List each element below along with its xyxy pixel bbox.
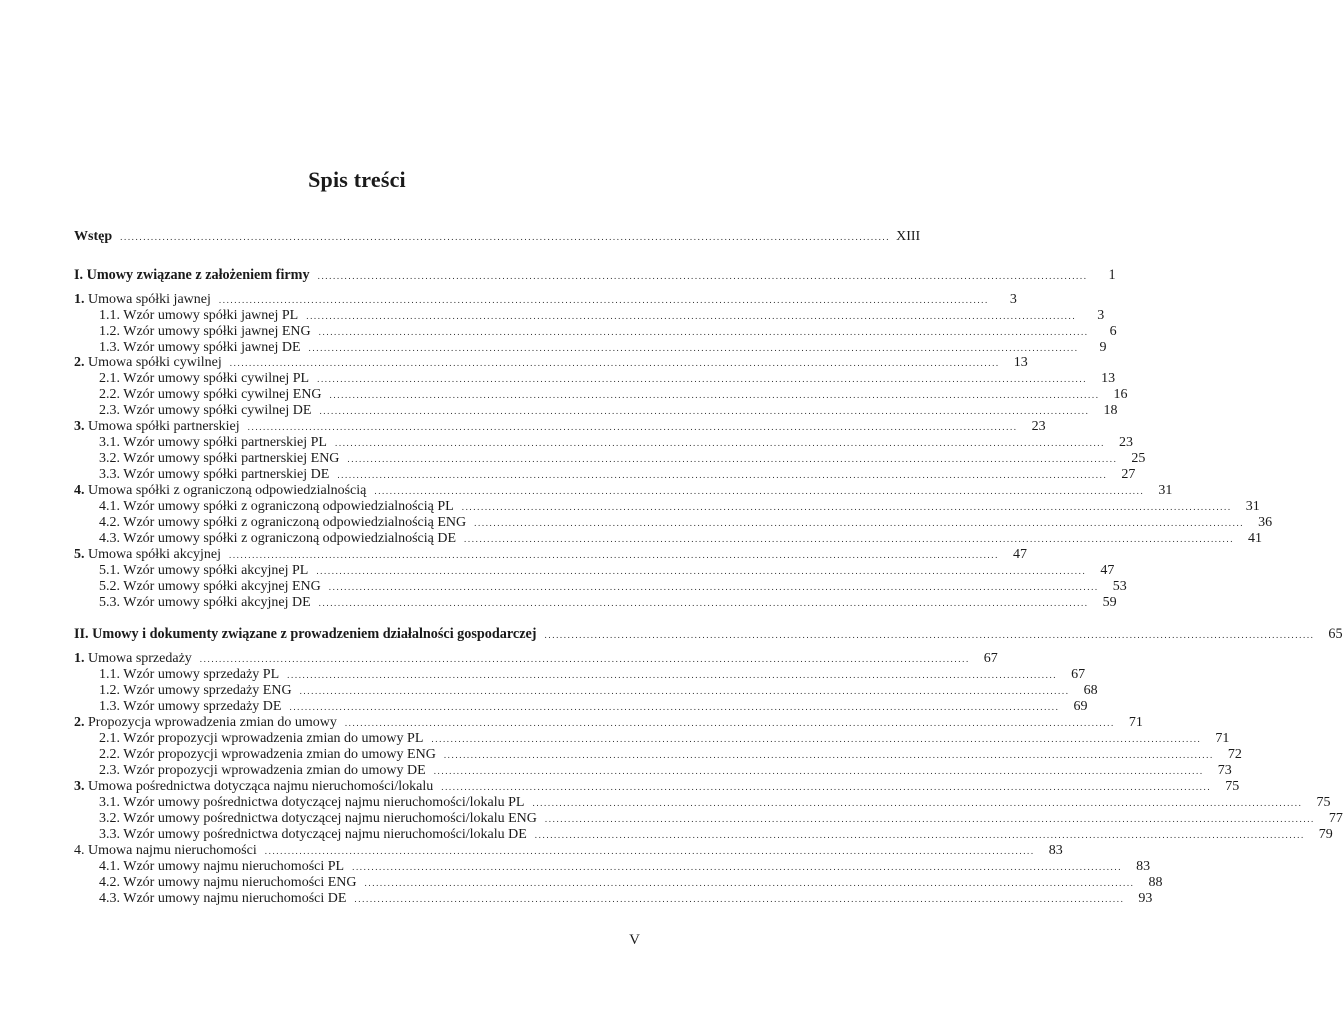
toc-entry	[74, 842, 1063, 859]
toc-page-number: 65	[1328, 626, 1343, 642]
toc-entry	[74, 370, 1116, 387]
toc-entry-label: Wstęp	[74, 229, 113, 244]
toc-entry	[74, 418, 1046, 435]
dot-leader: ........................................................................................................................................................................................................	[464, 534, 1235, 544]
toc-page-number: 71	[1128, 715, 1143, 730]
toc-page-number: 53	[1112, 579, 1127, 594]
toc-entry	[74, 890, 1153, 907]
dot-leader: ........................................................................................................................................................................................................	[344, 718, 1115, 728]
dot-leader: ........................................................................................................................................................................................................	[199, 654, 970, 664]
toc-entry-label: 1.3. Wzór umowy spółki jawnej DE	[99, 340, 301, 355]
chapter-number: 5.	[74, 547, 85, 562]
toc-page-number: 72	[1227, 747, 1242, 762]
chapter-title: Umowa pośrednictwa dotycząca najmu nieruchomości/lokalu	[88, 779, 434, 794]
toc-entry-label: 3.1. Wzór umowy pośrednictwa dotyczącej najmu nieruchomości/lokalu PL	[99, 795, 525, 810]
toc-page-number: 88	[1148, 875, 1163, 890]
toc-entry	[74, 762, 1232, 779]
toc-entry	[74, 530, 1263, 547]
toc-page-number: 23	[1031, 419, 1046, 434]
toc-entry-label: 4.1. Wzór umowy najmu nieruchomości PL	[99, 859, 345, 874]
toc-entry-label	[74, 650, 192, 667]
toc-entry	[74, 858, 1151, 875]
chapter-title: Umowa spółki partnerskiej	[88, 419, 240, 434]
dot-leader: ........................................................................................................................................................................................................	[544, 814, 1315, 824]
chapter-number: 3.	[74, 779, 85, 794]
toc-entry-label: 1.2. Wzór umowy spółki jawnej ENG	[99, 324, 311, 339]
dot-leader: ........................................................................................................................................................................................................	[120, 232, 891, 242]
page-title: Spis treści	[308, 167, 406, 192]
toc-entry-label: 3.3. Wzór umowy spółki partnerskiej DE	[99, 467, 330, 482]
toc-entry-label: 4.1. Wzór umowy spółki z ograniczoną odpowiedzialnością PL	[99, 499, 454, 514]
toc-entry	[74, 498, 1260, 515]
toc-page-number: 23	[1119, 435, 1133, 450]
toc-entry	[74, 482, 1173, 499]
dot-leader: ........................................................................................................................................................................................................	[299, 686, 1070, 696]
dot-leader: ........................................................................................................................................................................................................	[329, 390, 1100, 400]
toc-entry-label: 2.2. Wzór umowy spółki cywilnej ENG	[99, 387, 322, 402]
toc-entry	[74, 578, 1127, 595]
dot-leader: ........................................................................................................................................................................................................	[532, 798, 1303, 808]
toc-page-number: 69	[1073, 699, 1088, 714]
dot-leader: ........................................................................................................................................................................................................	[433, 766, 1204, 776]
toc-entry	[74, 228, 921, 245]
toc-entry	[74, 450, 1146, 467]
chapter-title: Umowa najmu nieruchomości	[88, 843, 257, 858]
toc-entry	[74, 794, 1331, 811]
toc-entry-label: 2.3. Wzór umowy spółki cywilnej DE	[99, 403, 312, 418]
dot-leader: ........................................................................................................................................................................................................	[461, 502, 1232, 512]
dot-leader: ........................................................................................................................................................................................................	[228, 550, 999, 560]
toc-entry-label	[74, 418, 240, 435]
toc-entry-label: 4.2. Wzór umowy spółki z ograniczoną odpowiedzialnością ENG	[99, 515, 467, 530]
toc-entry-label: 2.2. Wzór propozycji wprowadzenia zmian do umowy ENG	[99, 747, 436, 762]
dot-leader: ........................................................................................................................................................................................................	[317, 374, 1088, 384]
dot-leader: ........................................................................................................................................................................................................	[431, 734, 1202, 744]
dot-leader: ........................................................................................................................................................................................................	[306, 311, 1077, 321]
toc-entry	[74, 434, 1133, 451]
toc-entry-label	[74, 546, 221, 563]
toc-entry	[74, 826, 1333, 843]
toc-page-number: 83	[1136, 859, 1151, 874]
toc-page-number: 47	[1012, 547, 1027, 562]
toc-entry	[74, 514, 1273, 531]
dot-leader: ........................................................................................................................................................................................................	[474, 518, 1245, 528]
dot-leader: ........................................................................................................................................................................................................	[287, 670, 1058, 680]
dot-leader: ........................................................................................................................................................................................................	[337, 470, 1108, 480]
toc-page-number: 3	[1097, 308, 1105, 323]
toc-entry-label: 4.2. Wzór umowy najmu nieruchomości ENG	[99, 875, 357, 890]
chapter-number: 2.	[74, 715, 85, 730]
dot-leader: ........................................................................................................................................................................................................	[218, 295, 989, 305]
toc-entry-label	[74, 291, 211, 308]
toc-entry	[74, 698, 1088, 715]
toc-entry-label: 3.3. Wzór umowy pośrednictwa dotyczącej najmu nieruchomości/lokalu DE	[99, 827, 527, 842]
toc-page-number: 67	[983, 651, 998, 666]
toc-entry	[74, 354, 1028, 371]
toc-entry	[74, 291, 1017, 308]
dot-leader: ........................................................................................................................................................................................................	[374, 486, 1145, 496]
toc-page-number: 13	[1101, 371, 1116, 386]
chapter-title: Umowa spółki z ograniczoną odpowiedzialnością	[88, 483, 367, 498]
dot-leader: ........................................................................................................................................................................................................	[247, 422, 1018, 432]
toc-entry	[74, 874, 1163, 891]
dot-leader: ........................................................................................................................................................................................................	[229, 358, 1000, 368]
toc-entry-label: II. Umowy i dokumenty związane z prowadzeniem działalności gospodarczej	[74, 626, 537, 642]
toc-entry	[74, 714, 1143, 731]
dot-leader: ........................................................................................................................................................................................................	[443, 750, 1214, 760]
toc-entry-label: 5.3. Wzór umowy spółki akcyjnej DE	[99, 595, 311, 610]
dot-leader: ........................................................................................................................................................................................................	[354, 894, 1125, 904]
toc-entry	[74, 402, 1118, 419]
toc-entry-label: I. Umowy związane z założeniem firmy	[74, 267, 310, 283]
toc-page-number: 25	[1131, 451, 1146, 466]
toc-entry	[74, 730, 1230, 747]
toc-entry-label: 4.3. Wzór umowy najmu nieruchomości DE	[99, 891, 347, 906]
toc-entry	[74, 307, 1105, 324]
toc-page-number: 3	[1009, 292, 1017, 307]
chapter-title: Umowa spółki jawnej	[88, 292, 211, 307]
toc-page-number: 77	[1328, 811, 1343, 826]
toc-page-number: 1	[1108, 267, 1116, 283]
toc-entry	[74, 778, 1240, 795]
toc-entry-label: 1.1. Wzór umowy spółki jawnej PL	[99, 308, 299, 323]
toc-entry	[74, 650, 998, 667]
toc-entry-label: 3.2. Wzór umowy spółki partnerskiej ENG	[99, 451, 340, 466]
toc-entry-label	[74, 482, 366, 499]
dot-leader: ........................................................................................................................................................................................................	[264, 846, 1035, 856]
toc-page-number: 71	[1215, 731, 1230, 746]
toc-entry	[74, 546, 1027, 563]
toc-entry-label: 5.1. Wzór umowy spółki akcyjnej PL	[99, 563, 309, 578]
toc-page-number: 83	[1048, 843, 1063, 858]
toc-page-number: 41	[1248, 531, 1263, 546]
toc-entry-label: 1.3. Wzór umowy sprzedaży DE	[99, 699, 282, 714]
dot-leader: ........................................................................................................................................................................................................	[319, 406, 1090, 416]
toc-page-number: 16	[1113, 387, 1128, 402]
toc-entry	[74, 682, 1098, 699]
toc-entry	[74, 626, 1343, 643]
toc-entry	[74, 562, 1115, 579]
toc-page-number: 75	[1316, 795, 1331, 810]
toc-page-number: 31	[1158, 483, 1173, 498]
toc-entry	[74, 386, 1128, 403]
toc-page-number: 6	[1109, 324, 1117, 339]
toc-entry	[74, 466, 1136, 483]
dot-leader: ........................................................................................................................................................................................................	[335, 438, 1105, 448]
toc-entry-label	[74, 778, 433, 795]
page-number: V	[629, 932, 640, 948]
toc-entry-label: 3.1. Wzór umowy spółki partnerskiej PL	[99, 435, 327, 450]
toc-page-number: 31	[1245, 499, 1260, 514]
toc-entry-label: 1.2. Wzór umowy sprzedaży ENG	[99, 683, 292, 698]
toc-page-number: XIII	[896, 229, 921, 244]
chapter-title: Umowa sprzedaży	[88, 651, 192, 666]
toc-page-number: 68	[1083, 683, 1098, 698]
toc-entry-label: 3.2. Wzór umowy pośrednictwa dotyczącej najmu nieruchomości/lokalu ENG	[99, 811, 537, 826]
toc-entry	[74, 666, 1086, 683]
toc-entry	[74, 267, 1116, 284]
toc-entry-label: 5.2. Wzór umowy spółki akcyjnej ENG	[99, 579, 321, 594]
toc-entry-label: 4.3. Wzór umowy spółki z ograniczoną odpowiedzialnością DE	[99, 531, 457, 546]
dot-leader: ........................................................................................................................................................................................................	[441, 782, 1212, 792]
toc-page-number: 73	[1217, 763, 1232, 778]
toc-page-number: 13	[1013, 355, 1028, 370]
toc-page-number: 59	[1102, 595, 1117, 610]
toc-entry	[74, 594, 1117, 611]
toc-entry-label	[74, 714, 337, 731]
dot-leader: ........................................................................................................................................................................................................	[308, 343, 1079, 353]
toc-page-number: 36	[1258, 515, 1273, 530]
dot-leader: ........................................................................................................................................................................................................	[317, 271, 1088, 281]
chapter-title: Umowa spółki akcyjnej	[88, 547, 221, 562]
toc-entry-label: 2.1. Wzór propozycji wprowadzenia zmian do umowy PL	[99, 731, 424, 746]
chapter-number: 1.	[74, 651, 85, 666]
dot-leader: ........................................................................................................................................................................................................	[352, 862, 1123, 872]
toc-entry-label: 2.3. Wzór propozycji wprowadzenia zmian do umowy DE	[99, 763, 426, 778]
toc-page-number: 18	[1103, 403, 1118, 418]
toc-entry-label	[74, 354, 222, 371]
chapter-title: Propozycja wprowadzenia zmian do umowy	[88, 715, 337, 730]
dot-leader: ........................................................................................................................................................................................................	[318, 598, 1089, 608]
toc-entry	[74, 746, 1242, 763]
chapter-number: 4.	[74, 843, 85, 858]
chapter-number: 3.	[74, 419, 85, 434]
dot-leader: ........................................................................................................................................................................................................	[544, 630, 1315, 640]
dot-leader: ........................................................................................................................................................................................................	[316, 566, 1087, 576]
dot-leader: ........................................................................................................................................................................................................	[328, 582, 1099, 592]
toc-entry-label: 1.1. Wzór umowy sprzedaży PL	[99, 667, 280, 682]
toc-entry	[74, 810, 1343, 827]
toc-page-number: 27	[1121, 467, 1136, 482]
chapter-number: 1.	[74, 292, 85, 307]
chapter-number: 2.	[74, 355, 85, 370]
toc-page-number: 9	[1099, 340, 1107, 355]
toc-entry-label: 2.1. Wzór umowy spółki cywilnej PL	[99, 371, 310, 386]
dot-leader: ........................................................................................................................................................................................................	[364, 878, 1135, 888]
toc-entry	[74, 323, 1117, 340]
dot-leader: ........................................................................................................................................................................................................	[347, 454, 1118, 464]
chapter-number: 4.	[74, 483, 85, 498]
toc-page-number: 93	[1138, 891, 1153, 906]
toc-page-number: 79	[1318, 827, 1333, 842]
toc-page-number: 47	[1100, 563, 1115, 578]
dot-leader: ........................................................................................................................................................................................................	[318, 327, 1089, 337]
dot-leader: ........................................................................................................................................................................................................	[289, 702, 1060, 712]
dot-leader: ........................................................................................................................................................................................................	[534, 830, 1305, 840]
toc-entry-label	[74, 842, 257, 859]
chapter-title: Umowa spółki cywilnej	[88, 355, 222, 370]
toc-page-number: 75	[1225, 779, 1240, 794]
toc-page-number: 67	[1071, 667, 1086, 682]
